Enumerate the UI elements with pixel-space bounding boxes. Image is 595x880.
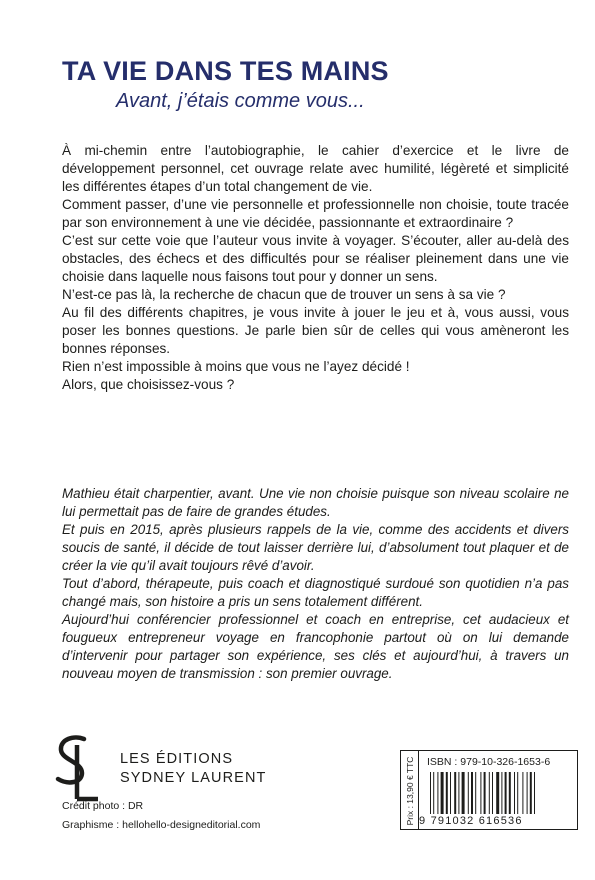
publisher-line: LES ÉDITIONS — [120, 751, 234, 767]
author-bio — [62, 485, 569, 683]
summary-paragraph: Rien n’est impossible à moins que vous ne l’ayez décidé ! — [62, 359, 410, 374]
bio-paragraph: Et puis en 2015, après plusieurs rappels de la vie, comme des accidents et divers soucis de santé, il décide de tout laisser derrière lui, d’absolument tout plaquer et de créer la vie qu’il avait toujours rêvé d’avoir. — [62, 522, 569, 573]
summary-paragraph: C’est sur cette voie que l’auteur vous invite à voyager. S’écouter, aller au-delà des obstacles, des échecs et des difficultés pour se réaliser pleinement dans une vie choisie dans laquelle nous faisons tout pour y donner un sens. — [62, 233, 569, 284]
bio-paragraph: Aujourd’hui conférencier professionnel et coach en entreprise, cet audacieux et fougueux entrepreneur voyage en francophonie partout où on lui demande d’intervenir pour partager son expérience, ses clés et aujourd’hui, à travers un nouveau moyen de transmission : son premier ouvrage. — [62, 612, 569, 681]
price-strip — [401, 751, 419, 829]
price-label: Prix : 13,90 € TTC — [405, 756, 415, 826]
isbn-label: ISBN : 979-10-326-1653-6 — [427, 756, 551, 768]
publisher-line: SYDNEY LAURENT — [120, 770, 267, 786]
barcode-box — [400, 750, 578, 830]
summary-paragraph: Alors, que choisissez-vous ? — [62, 377, 235, 392]
summary-text — [62, 142, 569, 394]
book-subtitle: Avant, j’étais comme vous... — [116, 90, 365, 112]
credits — [62, 797, 260, 835]
summary-paragraph: À mi-chemin entre l’autobiographie, le cahier d’exercice et le livre de développement personnel, cet ouvrage relate avec humilité, légèreté et simplicité les différentes étapes d’un total changement de vie. — [62, 143, 569, 194]
photo-credit: Crédit photo : DR — [62, 800, 144, 812]
barcode-digits: 9 791032 616536 — [419, 815, 523, 827]
bio-paragraph: Mathieu était charpentier, avant. Une vie non choisie puisque son niveau scolaire ne lui permettait pas de faire de grandes études. — [62, 486, 569, 519]
book-title: TA VIE DANS TES MAINS — [62, 56, 389, 86]
summary-paragraph: Comment passer, d’une vie personnelle et professionnelle non choisie, toute tracée par son environnement à une vie décidée, passionnante et extraordinaire ? — [62, 197, 569, 230]
summary-paragraph: Au fil des différents chapitres, je vous invite à jouer le jeu et à, vous aussi, vous poser les bonnes questions. Je parle bien sûr de celles qui vous amèneront les bonnes réponses. — [62, 305, 569, 356]
bio-paragraph: Tout d’abord, thérapeute, puis coach et diagnostiqué surdoué son quotidien n’a pas changé mais, son histoire a pris un sens totalement différent. — [62, 576, 569, 609]
barcode-image — [427, 772, 573, 814]
publisher-name — [120, 750, 266, 788]
summary-paragraph: N’est-ce pas là, la recherche de chacun que de trouver un sens à sa vie ? — [62, 287, 506, 302]
design-credit: Graphisme : hellohello-designeditorial.com — [62, 819, 261, 831]
